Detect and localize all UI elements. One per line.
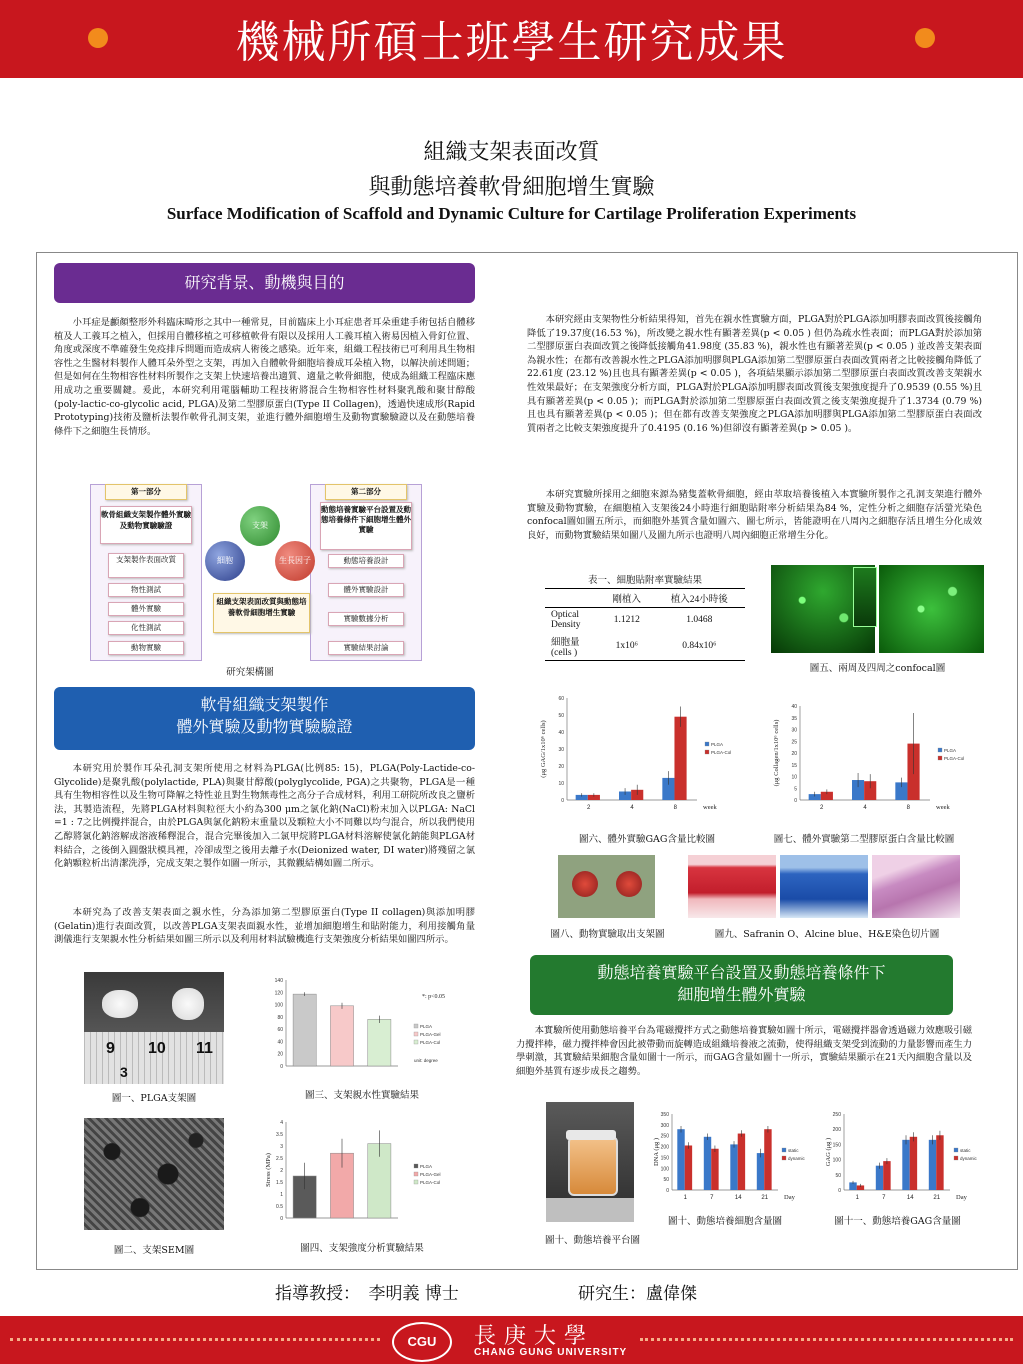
banner-title: 機械所碩士班學生研究成果 [235, 17, 788, 68]
university-en: CHANG GUNG UNIVERSITY [474, 1347, 628, 1358]
fig3-chart [262, 972, 462, 1080]
scaffold-text-1: 本研究用於製作耳朵孔洞支架所使用之材料為PLGA(比例85: 15)，PLGA(Poly-Lactide-co-Glycolide)是聚乳酸(polylactide, PLA)與聚甘醇酸(polyglycolide, PGA)之共聚物，PLGA是一種具有生物相容性以及生物可降解之特性並且對生物無毒性之高分子合成材料，利用工研院所改良之鹽析法，其製造流程，先將PLGA材料與粒徑大小約為300 μm之氯化鈉(NaCl)粉末加入以PLGA: NaCl =1 : 7之比例攪拌混合，由於PLGA與氯化鈉粉末重量以及顆粒大小不同難以均勻混合，所以我們使用乙醇將氯化鈉溶解成溶液稀釋混合，混合完畢後加入二氯甲烷將PLGA材料溶解使氯化鈉能與PLGA材料結合，之後倒入圓盤狀模具裡，冷卻成型之後用去離子水(Deionized water, DI water)將殘留之氯化鈉顆粒析出清潔洗淨，完成支架之製作如圖一所示，其微觀結構如圖二所示。 [54, 763, 475, 870]
fig10b-ytick: 150 [660, 1155, 669, 1162]
fig4-ytick: 0 [280, 1216, 283, 1222]
table1-col-2: 植入24小時後 [670, 595, 728, 605]
fig10b-legend-swatch [782, 1156, 786, 1160]
fig6-ytick: 20 [558, 764, 564, 770]
fig11-xtick: 21 [933, 1195, 941, 1201]
fig6-chart [537, 690, 752, 822]
fig7-chart [770, 700, 982, 822]
scaffold-photo [84, 972, 224, 1084]
ball-scaffold: 支架 [240, 506, 280, 546]
fig4-legend-swatch [414, 1164, 418, 1168]
fig7-xtick: 8 [906, 805, 911, 811]
part2-item-3: 實驗數據分析 [328, 612, 404, 626]
results-text-1: 本研究經由支架物性分析結果得知，首先在親水性實驗方面，PLGA對於PLGA添加明膠表面改質後接觸角降低了19.37度(16.53 %)，所改變之親水性有顯著差異(p < 0.05 ) 但仍為疏水性表面；而PLGA對於添加第二型膠原蛋白表面改質之後降低接觸角41.98度 (35.83 %)，親水性也有顯著差異(p < 0.05 ) 並改善支架表面為親水性；在都有改善親水性之PLGA添加明膠與PLGA添加第二型膠原蛋白表面改質兩者之比較接觸角降低了22.61度 (23.12 %)且也具有顯著差異(p < 0.05 )，各項結果顯示添加第二型膠原蛋白表面改質改善支架親水性效果最好；在支架強度分析方面，PLGA對於PLGA添加明膠表面改質後支架強度提升了0.9539 (0.55 %)且具有顯著差異(p < 0.05 )；而PLGA對於添加第二型膠原蛋白表面改質之後支架強度提升了1.3734 (0.79 %)且也具有顯著差異(p < 0.05 )；但在都有改善支架強度之PLGA添加明膠與PLGA添加第二型膠原蛋白表面改質兩者之比較支架強度提升了0.4195 (0.16 %)但卻沒有顯著差異(p > 0.05 )。 [527, 314, 982, 434]
fig10b-bar [730, 1144, 737, 1190]
fig8-caption: 圖八、動物實驗取出支架圖 [550, 929, 665, 940]
fig6-ytick: 10 [558, 781, 564, 787]
fig11-xtick: 7 [882, 1195, 886, 1201]
fig4-ytick: 4 [280, 1120, 283, 1126]
fig10b-caption: 圖十、動態培養細胞含量圖 [667, 1216, 782, 1227]
safranin-stain-image [688, 855, 776, 918]
fig10b-bar [738, 1134, 745, 1190]
top-banner [0, 0, 1023, 78]
fig6-xtick: 2 [586, 805, 591, 811]
animal-scaffold-photo [558, 855, 655, 918]
fig11-ylabel: GAG (μg ) [825, 1137, 832, 1167]
fig7-ytick: 20 [791, 751, 797, 757]
fig6-legend-swatch [705, 742, 709, 746]
fig3-ytick: 20 [277, 1051, 283, 1058]
fig2-caption: 圖二、支架SEM圖 [113, 1245, 195, 1256]
title-line-1: 組織支架表面改質 [423, 140, 600, 165]
fig10b-legend-label: static [788, 1148, 799, 1153]
fig11-ytick: 250 [832, 1112, 841, 1118]
part2-item-4: 實驗結果討論 [328, 641, 404, 655]
fig11-bar [929, 1140, 936, 1190]
fig11-ytick: 0 [838, 1188, 841, 1194]
fig6-xtick: 8 [673, 805, 678, 811]
background-heading: 研究背景、動機與目的 [54, 263, 475, 303]
scaffold-heading-line-1: 軟骨組織支架製作 [200, 695, 329, 714]
fig11-ytick: 150 [832, 1142, 841, 1149]
fig3-legend-swatch [414, 1040, 418, 1044]
fig6-bar [674, 717, 686, 800]
fig6-ytick: 50 [558, 713, 564, 719]
fig7-ytick: 25 [791, 739, 797, 746]
fig6-legend-label: PLGA-Col [711, 750, 732, 755]
fig10b-chart [650, 1110, 810, 1210]
fig6-legend-label: PLGA [711, 742, 724, 747]
dynamic-heading-line-2: 細胞增生體外實驗 [677, 985, 806, 1004]
part1-item-4: 化性測試 [108, 621, 184, 635]
fig10b-xtick: 14 [734, 1195, 742, 1201]
fig3-legend-label: PLGA [420, 1024, 433, 1029]
left-dotted-line [10, 1338, 380, 1344]
fig4-chart [262, 1114, 462, 1232]
fig4-ytick: 1.5 [276, 1180, 283, 1186]
fig4-ytick: 0.5 [276, 1204, 283, 1210]
fig11-ytick: 200 [832, 1127, 841, 1134]
table1-row1-v2: 1.0468 [686, 615, 713, 625]
title-line-2: 與動態培養軟骨細胞增生實驗 [368, 175, 655, 200]
fig3-legend-label: PLGA-Col [420, 1040, 441, 1045]
fig10b-ytick: 300 [660, 1122, 669, 1129]
fig3-ytick: 60 [277, 1027, 283, 1034]
fig7-ytick: 40 [791, 704, 797, 710]
fig10b-bar [711, 1149, 718, 1190]
fig10b-ytick: 0 [666, 1188, 669, 1194]
fig4-legend-label: PLGA-Col [420, 1180, 441, 1185]
he-stain-image [872, 855, 960, 918]
fig10b-bar [764, 1129, 771, 1190]
fig7-xtick: 4 [863, 805, 867, 811]
fig6-legend-swatch [705, 750, 709, 754]
fig3-caption: 圖三、支架親水性實驗結果 [304, 1090, 419, 1101]
table1 [545, 588, 745, 661]
ruler-number-9: 9 [106, 1040, 115, 1057]
table1-row1-v1: 1.1212 [613, 615, 640, 625]
fig4-legend-label: PLGA [420, 1164, 433, 1169]
scaffold-heading [54, 687, 475, 750]
fig3-legend-swatch [414, 1024, 418, 1028]
part2-label: 第二部分 [325, 484, 407, 500]
fig11-bar [876, 1166, 883, 1190]
fig11-ytick: 100 [832, 1157, 841, 1164]
fig7-ytick: 30 [791, 727, 797, 734]
fig6-ytick: 40 [558, 730, 564, 736]
fig11-xlabel: Day [956, 1194, 967, 1201]
fig10b-legend-swatch [782, 1148, 786, 1152]
fig6-ytick: 60 [558, 696, 564, 702]
part2-box: 動態培養實驗平台設置及動態培養條件下細胞增生體外實驗 [320, 502, 412, 550]
part2-item-1: 動態培養設計 [328, 554, 404, 568]
fig11-xtick: 1 [855, 1195, 859, 1201]
ball-cell: 細胞 [205, 541, 245, 581]
part1-item-3: 體外實驗 [108, 602, 184, 616]
english-title: Surface Modification of Scaffold and Dynamic Culture for Cartilage Proliferation Experiments [166, 204, 857, 223]
sem-photo [84, 1118, 224, 1230]
fig7-caption: 圖七、體外實驗第二型膠原蛋白含量比較圖 [773, 834, 955, 845]
fig4-ytick: 2 [280, 1168, 283, 1174]
fig9-caption: 圖九、Safranin O、Alcine blue、H&E染色切片圖 [714, 929, 940, 940]
fig7-legend-label: PLGA-Col [944, 756, 965, 761]
fig4-ytick: 2.5 [276, 1156, 283, 1162]
dynamic-heading-line-1: 動態培養實驗平台設置及動態培養條件下 [597, 963, 886, 982]
background-text: 小耳症是顱顏整形外科臨床畸形之其中一種常見，目前臨床上小耳症患者耳朵重建手術包括自體移植及人工義耳之植入，但採用自體移植之可移植軟骨有限以及採用人工義耳植入術易因植入骨釘位置、角度或深度不準確發生免疫排斥問題而造成病人術後之感染。近年來，組織工程技術已可利用具生物相容性之生醫材料製作人體耳朵外型之支架，再加入自體軟骨細胞培養成耳朵植入物，以解決前述問題；但是如何在生物相容性材料所製作之支架上快速培養出適質、適量之軟骨細胞，使成為組織工程臨床應用成功之重要關鍵。爰此，本研究利用電腦輔助工程技術將混合生物相容性材料聚乳酸和聚甘醇酸(poly-lactic-co-glycolic acid, PLGA)及第二型膠原蛋白(Type II Collagen)，透過快速成形(Rapid Prototyping)技術及鹽析法製作軟骨孔洞支架，並進行體外細胞增生及動物實驗驗證以及在動態培養條件下之細胞生長情形。 [54, 317, 475, 437]
fig6-xtick: 4 [630, 805, 634, 811]
fig7-ylabel: (μg Collagen/1x10⁶ cells) [773, 719, 780, 787]
fig4-legend-swatch [414, 1172, 418, 1176]
table1-row1-label1: Optical [551, 610, 579, 620]
table1-row2-v2: 0.84x10⁶ [682, 641, 717, 651]
fig6-caption: 圖六、體外實驗GAG含量比較圖 [578, 834, 716, 845]
fig10b-ytick: 350 [660, 1112, 669, 1118]
fig10b-bar [685, 1145, 692, 1190]
fig4-caption: 圖四、支架強度分析實驗結果 [300, 1243, 424, 1254]
fig3-bar [368, 1019, 391, 1066]
ball-growth-factor: 生長因子 [275, 541, 315, 581]
fig11-ytick: 50 [835, 1172, 841, 1179]
part1-item-1: 支架製作表面改質 [108, 553, 184, 578]
ruler-small: 3 [120, 1064, 128, 1080]
fig7-ytick: 10 [791, 774, 797, 781]
fig11-caption: 圖十一、動態培養GAG含量圖 [834, 1216, 961, 1227]
table1-col-1: 剛植入 [612, 595, 642, 605]
fig3-ytick: 100 [274, 1002, 283, 1009]
dynamic-platform-photo [546, 1102, 634, 1222]
fig3-legend-swatch [414, 1032, 418, 1036]
fig10b-ytick: 200 [660, 1144, 669, 1151]
table1-row1-label2: Density [551, 620, 581, 630]
confocal-images [771, 565, 984, 653]
student: 研究生：盧偉傑 [578, 1284, 697, 1304]
table1-row2-v1: 1x10⁶ [615, 641, 638, 651]
fig11-chart [822, 1110, 982, 1210]
fig6-ytick: 0 [561, 798, 564, 804]
fig10b-ylabel: DNA (μg ) [653, 1137, 660, 1167]
fig10b-xlabel: Day [784, 1194, 795, 1201]
fig3-legend-label: PLGA-Gel [420, 1032, 441, 1037]
fig4-legend-swatch [414, 1180, 418, 1184]
fig6-ylabel: (μg GAG/1x10⁶ cells) [540, 720, 547, 778]
fig4-ytick: 1 [280, 1192, 283, 1198]
fig1-caption: 圖一、PLGA支架圖 [111, 1093, 197, 1104]
university-cn: 長庚大學 [474, 1324, 595, 1349]
part1-item-5: 動物實驗 [108, 641, 184, 655]
part1-label: 第一部分 [105, 484, 187, 500]
fig3-bar [330, 1006, 353, 1066]
table1-title: 表一、細胞貼附率實驗結果 [587, 575, 702, 586]
fig6-xlabel: week [703, 804, 717, 811]
scaffold-heading-line-2: 體外實驗及動物實驗驗證 [176, 717, 353, 736]
fig7-legend-swatch [938, 748, 942, 752]
fig3-note: *: p<0.05 [422, 994, 446, 1000]
results-text-2: 本研究實驗所採用之細胞來源為豬隻蓋軟骨細胞，經由萃取培養後植入本實驗所製作之孔洞支架進行體外實驗及動物實驗，在細胞植入支架後24小時進行細胞貼附率分析結果為84 %，定性分析之細胞存活螢光染色confocal圖如圖五所示，而細胞外基質含量如圖六、圖七所示，皆能證明在八周內之細胞存活且增生分化成效良好，而動物實驗結果如圖八及圖九所示也證明八周內細胞正常增生分化。 [527, 489, 982, 541]
fig3-ytick: 120 [274, 990, 283, 997]
ruler-number-11: 11 [196, 1040, 213, 1057]
fig10b-ytick: 100 [660, 1166, 669, 1173]
part1-item-2: 物性測試 [108, 583, 184, 597]
fig4-legend-label: PLGA-Gel [420, 1172, 441, 1177]
fig11-xtick: 14 [906, 1195, 914, 1201]
table1-corner [545, 589, 600, 608]
fig11-legend-label: static [960, 1148, 971, 1153]
table1-row2-label2: (cells ) [551, 648, 578, 658]
fig3-ytick: 0 [280, 1064, 283, 1070]
fig7-xlabel: week [936, 804, 950, 811]
fig10b-legend-label: dynamic [788, 1156, 805, 1161]
fig3-ytick: 40 [277, 1039, 283, 1046]
part1-box: 軟骨組織支架製作體外實驗及動物實驗驗證 [100, 506, 192, 544]
fig7-legend-label: PLGA [944, 748, 957, 753]
fig4-ylabel: Stress (MPa) [265, 1153, 272, 1187]
part2-item-2: 體外實驗設計 [328, 583, 404, 597]
research-diagram [90, 484, 420, 659]
fig4-ytick: 3.5 [276, 1132, 283, 1138]
diagram-caption: 研究架構圖 [226, 667, 274, 678]
ruler-number-10: 10 [148, 1040, 166, 1057]
fig5-caption: 圖五、兩周及四周之confocal圖 [809, 663, 946, 674]
fig3-ytick: 140 [274, 978, 283, 984]
right-dotted-line [640, 1338, 1013, 1344]
fig7-xtick: 2 [819, 805, 824, 811]
alcine-blue-stain-image [780, 855, 868, 918]
fig10b-ytick: 250 [660, 1133, 669, 1140]
fig11-bar [910, 1137, 917, 1190]
fig3-bar [293, 994, 316, 1066]
fig10b-bar [704, 1137, 711, 1190]
dynamic-text: 本實驗所使用動態培養平台為電磁攪拌方式之動態培養實驗如圖十所示，電磁攪拌器會透過磁力效應吸引磁力攪拌棒，磁力攪拌棒會因此被帶動而旋轉造成組織培養液之流動，使得組織支架受到流動的力量影響而產生力學刺激，其實驗結果細胞含量如圖十一所示，而GAG含量如圖十一所示，實驗結果顯示在21天內細胞含量以及細胞外基質有逐步成長之趨勢。 [516, 1025, 972, 1077]
fig10b-bar [757, 1153, 764, 1190]
fig11-bar [902, 1140, 909, 1190]
fig11-legend-label: dynamic [960, 1156, 977, 1161]
advisor: 指導教授： 李明義 博士 [275, 1284, 459, 1304]
fig11-legend-swatch [954, 1148, 958, 1152]
fig10b-xtick: 21 [761, 1195, 769, 1201]
fig7-ytick: 0 [794, 798, 797, 804]
fig11-bar [883, 1161, 890, 1190]
fig10b-bar [677, 1129, 684, 1190]
fig7-ytick: 5 [794, 786, 797, 793]
fig6-ytick: 30 [558, 747, 564, 753]
fig4-ytick: 3 [280, 1144, 283, 1150]
fig10b-xtick: 1 [683, 1195, 687, 1201]
bottom-bar [0, 1316, 1023, 1364]
fig3-ytick: 80 [277, 1014, 283, 1021]
scaffold-text-2: 本研究為了改善支架表面之親水性，分為添加第二型膠原蛋白(Type II collagen)與添加明膠(Gelatin)進行表面改質，以改善PLGA支架表面親水性，並增加細胞增生和貼附能力，利用接觸角量測儀進行支架親水性分析結果如圖三所示以及利用材料試驗機進行支架強度分析結果如圖四所示。 [54, 907, 475, 946]
fig3-unit: unit: degree [414, 1058, 438, 1063]
center-box: 組織支架表面改質與動態培養軟骨細胞增生實驗 [213, 593, 310, 633]
fig11-bar [936, 1135, 943, 1190]
fig7-ytick: 35 [791, 715, 797, 722]
fig10-caption: 圖十、動態培養平台圖 [544, 1235, 640, 1246]
cgu-logo-icon: CGU [392, 1322, 452, 1362]
fig10b-ytick: 50 [663, 1177, 669, 1184]
fig7-ytick: 15 [791, 762, 797, 769]
fig7-legend-swatch [938, 756, 942, 760]
fig10b-xtick: 7 [710, 1195, 714, 1201]
dynamic-heading [530, 955, 953, 1015]
table1-row2-label1: 細胞量 [551, 638, 580, 648]
fig11-legend-swatch [954, 1156, 958, 1160]
